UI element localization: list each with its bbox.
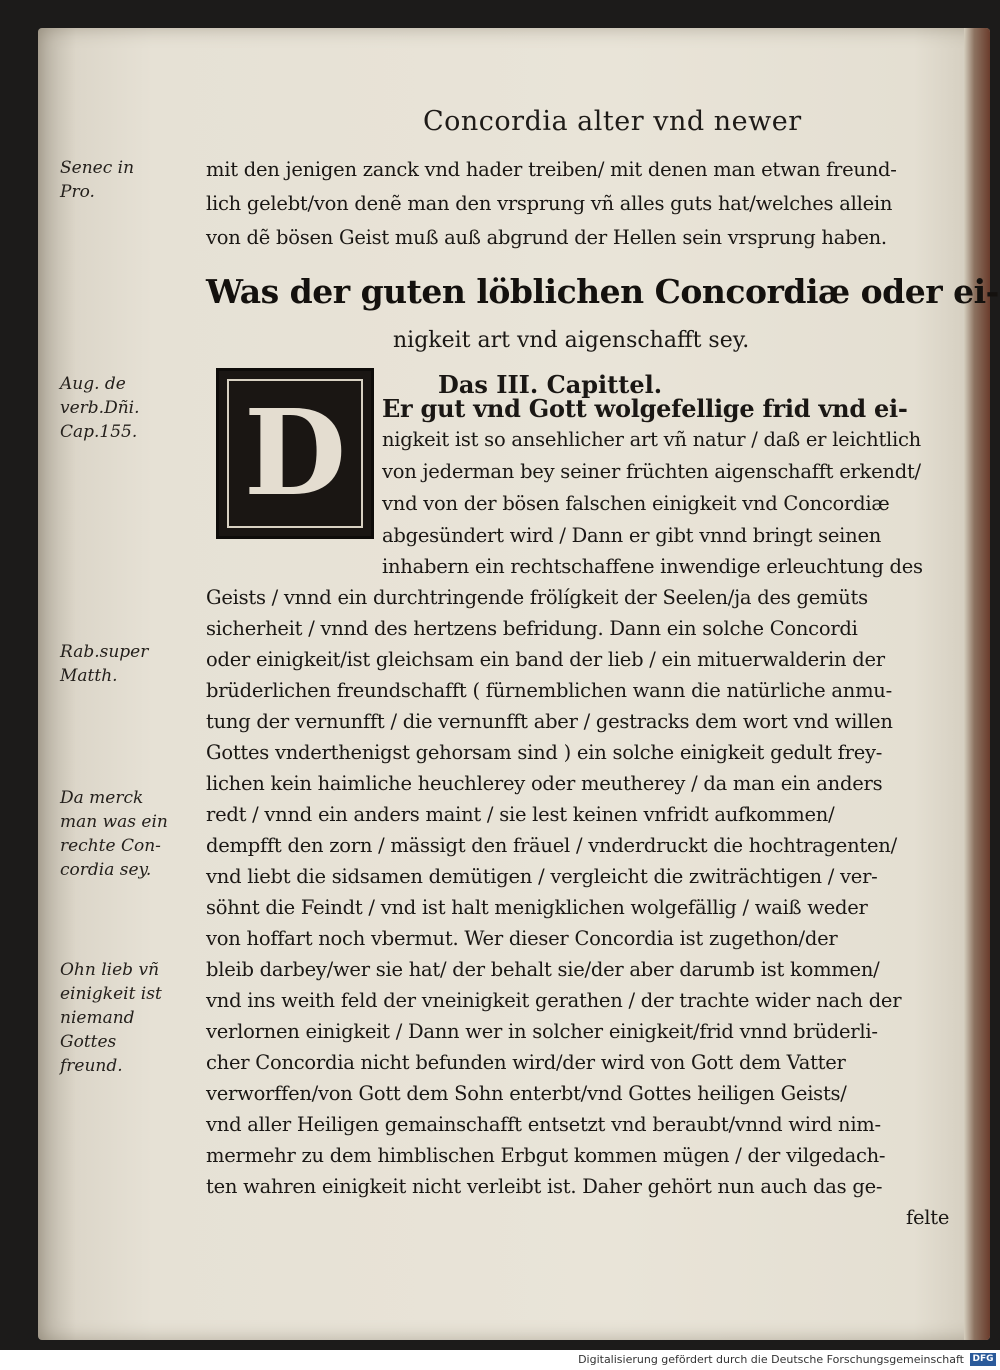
- decorated-initial: [216, 368, 374, 539]
- margin-note-line: Senec in: [60, 158, 135, 178]
- body-line: von hoffart noch vbermut. Wer dieser Concordia ist zugethon/der: [206, 927, 838, 950]
- body-line: bleib darbey/wer sie hat/ der behalt sie/der aber darumb ist kommen/: [206, 958, 880, 981]
- margin-note-line: freund.: [60, 1056, 123, 1076]
- section-heading-continued: nigkeit art vnd aigenschafft sey.: [393, 328, 750, 353]
- margin-note-rab: [60, 640, 210, 688]
- margin-note-line: Rab.super: [60, 642, 149, 662]
- body-line: Geists / vnnd ein durchtringende frölígkeit der Seelen/ja des gemüts: [206, 586, 868, 609]
- body-line: ten wahren einigkeit nicht verleibt ist. Daher gehört nun auch das ge-: [206, 1175, 883, 1198]
- body-line: redt / vnnd ein anders maint / sie lest keinen vnfridt aufkommen/: [206, 803, 835, 826]
- body-line: verworffen/von Gott dem Sohn enterbt/vnd Gottes heiligen Geists/: [206, 1082, 847, 1105]
- margin-note-line: cordia sey.: [60, 860, 152, 880]
- body-line: vnd ins weith feld der vneinigkeit gerathen / der trachte wider nach der: [206, 989, 902, 1012]
- body-line: vnd aller Heiligen gemainschafft entsetzt vnd beraubt/vnnd wird nim-: [206, 1113, 881, 1136]
- body-line: sicherheit / vnnd des hertzens befridung. Dann ein solche Concordi: [206, 617, 858, 640]
- intro-line: von dẽ bösen Geist muß auß abgrund der Hellen sein vrsprung haben.: [206, 226, 887, 249]
- footer-bar: [0, 1350, 1000, 1370]
- body-line: verlornen einigkeit / Dann wer in solcher einigkeit/frid vnnd brüderli-: [206, 1020, 878, 1043]
- margin-note-line: rechte Con-: [60, 836, 161, 856]
- body-line: oder einigkeit/ist gleichsam ein band der lieb / ein mituerwalderin der: [206, 648, 885, 671]
- margin-note-line: niemand: [60, 1008, 135, 1028]
- body-line: dempfft den zorn / mässigt den fräuel / vnderdruckt die hochtragenten/: [206, 834, 897, 857]
- body-line: tung der vernunfft / die vernunfft aber / gestracks dem wort vnd willen: [206, 710, 893, 733]
- initial-letter: D: [243, 383, 347, 522]
- margin-note-line: einigkeit ist: [60, 984, 162, 1004]
- body-line: nigkeit ist so ansehlicher art vñ natur / daß er leichtlich: [382, 428, 921, 451]
- body-line: Er gut vnd Gott wolgefellige frid vnd ei-: [382, 394, 908, 423]
- intro-line: lich gelebt/von denẽ man den vrsprung vñ alles guts hat/welches allein: [206, 192, 893, 215]
- body-line: vnd liebt die sidsamen demütigen / vergleicht die zwiträchtigen / ver-: [206, 865, 878, 888]
- body-line: cher Concordia nicht befunden wird/der wird von Gott dem Vatter: [206, 1051, 846, 1074]
- margin-note-aug: [60, 372, 210, 444]
- margin-note-line: Da merck: [60, 788, 144, 808]
- margin-note-ohn-lieb: [60, 958, 210, 1078]
- body-line: Gottes vnderthenigst gehorsam sind ) ein solche einigkeit gedult frey-: [206, 741, 883, 764]
- margin-note-line: verb.Dñi.: [60, 398, 140, 418]
- section-heading: Was der guten löblichen Concordiæ oder ei-: [206, 272, 999, 311]
- dfg-logo: DFG: [970, 1353, 996, 1366]
- body-line: inhabern ein rechtschaffene inwendige erleuchtung des: [382, 555, 923, 578]
- chapter-title: Das III. Capittel.: [438, 370, 663, 399]
- margin-note-line: Matth.: [60, 666, 118, 686]
- body-line: mermehr zu dem himblischen Erbgut kommen mügen / der vilgedach-: [206, 1144, 886, 1167]
- margin-note-line: Gottes: [60, 1032, 117, 1052]
- margin-note-line: Ohn lieb vñ: [60, 960, 160, 980]
- intro-line: mit den jenigen zanck vnd hader treiben/ mit denen man etwan freund-: [206, 158, 897, 181]
- margin-note-line: Pro.: [60, 182, 95, 202]
- catchword: felte: [906, 1206, 950, 1229]
- body-line: lichen kein haimliche heuchlerey oder meutherey / da man ein anders: [206, 772, 883, 795]
- running-head: Concordia alter vnd newer: [423, 106, 802, 137]
- margin-note-line: Cap.155.: [60, 422, 138, 442]
- margin-note-line: man was ein: [60, 812, 168, 832]
- margin-note-merck: [60, 786, 210, 882]
- body-line: abgesündert wird / Dann er gibt vnnd bringt seinen: [382, 524, 882, 547]
- body-line: von jederman bey seiner früchten aigenschafft erkendt/: [382, 460, 921, 483]
- margin-note-senec: [60, 156, 210, 204]
- body-line: brüderlichen freundschafft ( fürnemblichen wann die natürliche anmu-: [206, 679, 892, 702]
- margin-note-line: Aug. de: [60, 374, 126, 394]
- body-line: vnd von der bösen falschen einigkeit vnd Concordiæ: [382, 492, 890, 515]
- funding-credit: Digitalisierung gefördert durch die Deutsche Forschungsgemeinschaft: [578, 1353, 964, 1366]
- book-spine: [964, 28, 990, 1340]
- body-line: söhnt die Feindt / vnd ist halt menigklichen wolgefällig / waiß weder: [206, 896, 868, 919]
- book-page: [38, 28, 999, 1340]
